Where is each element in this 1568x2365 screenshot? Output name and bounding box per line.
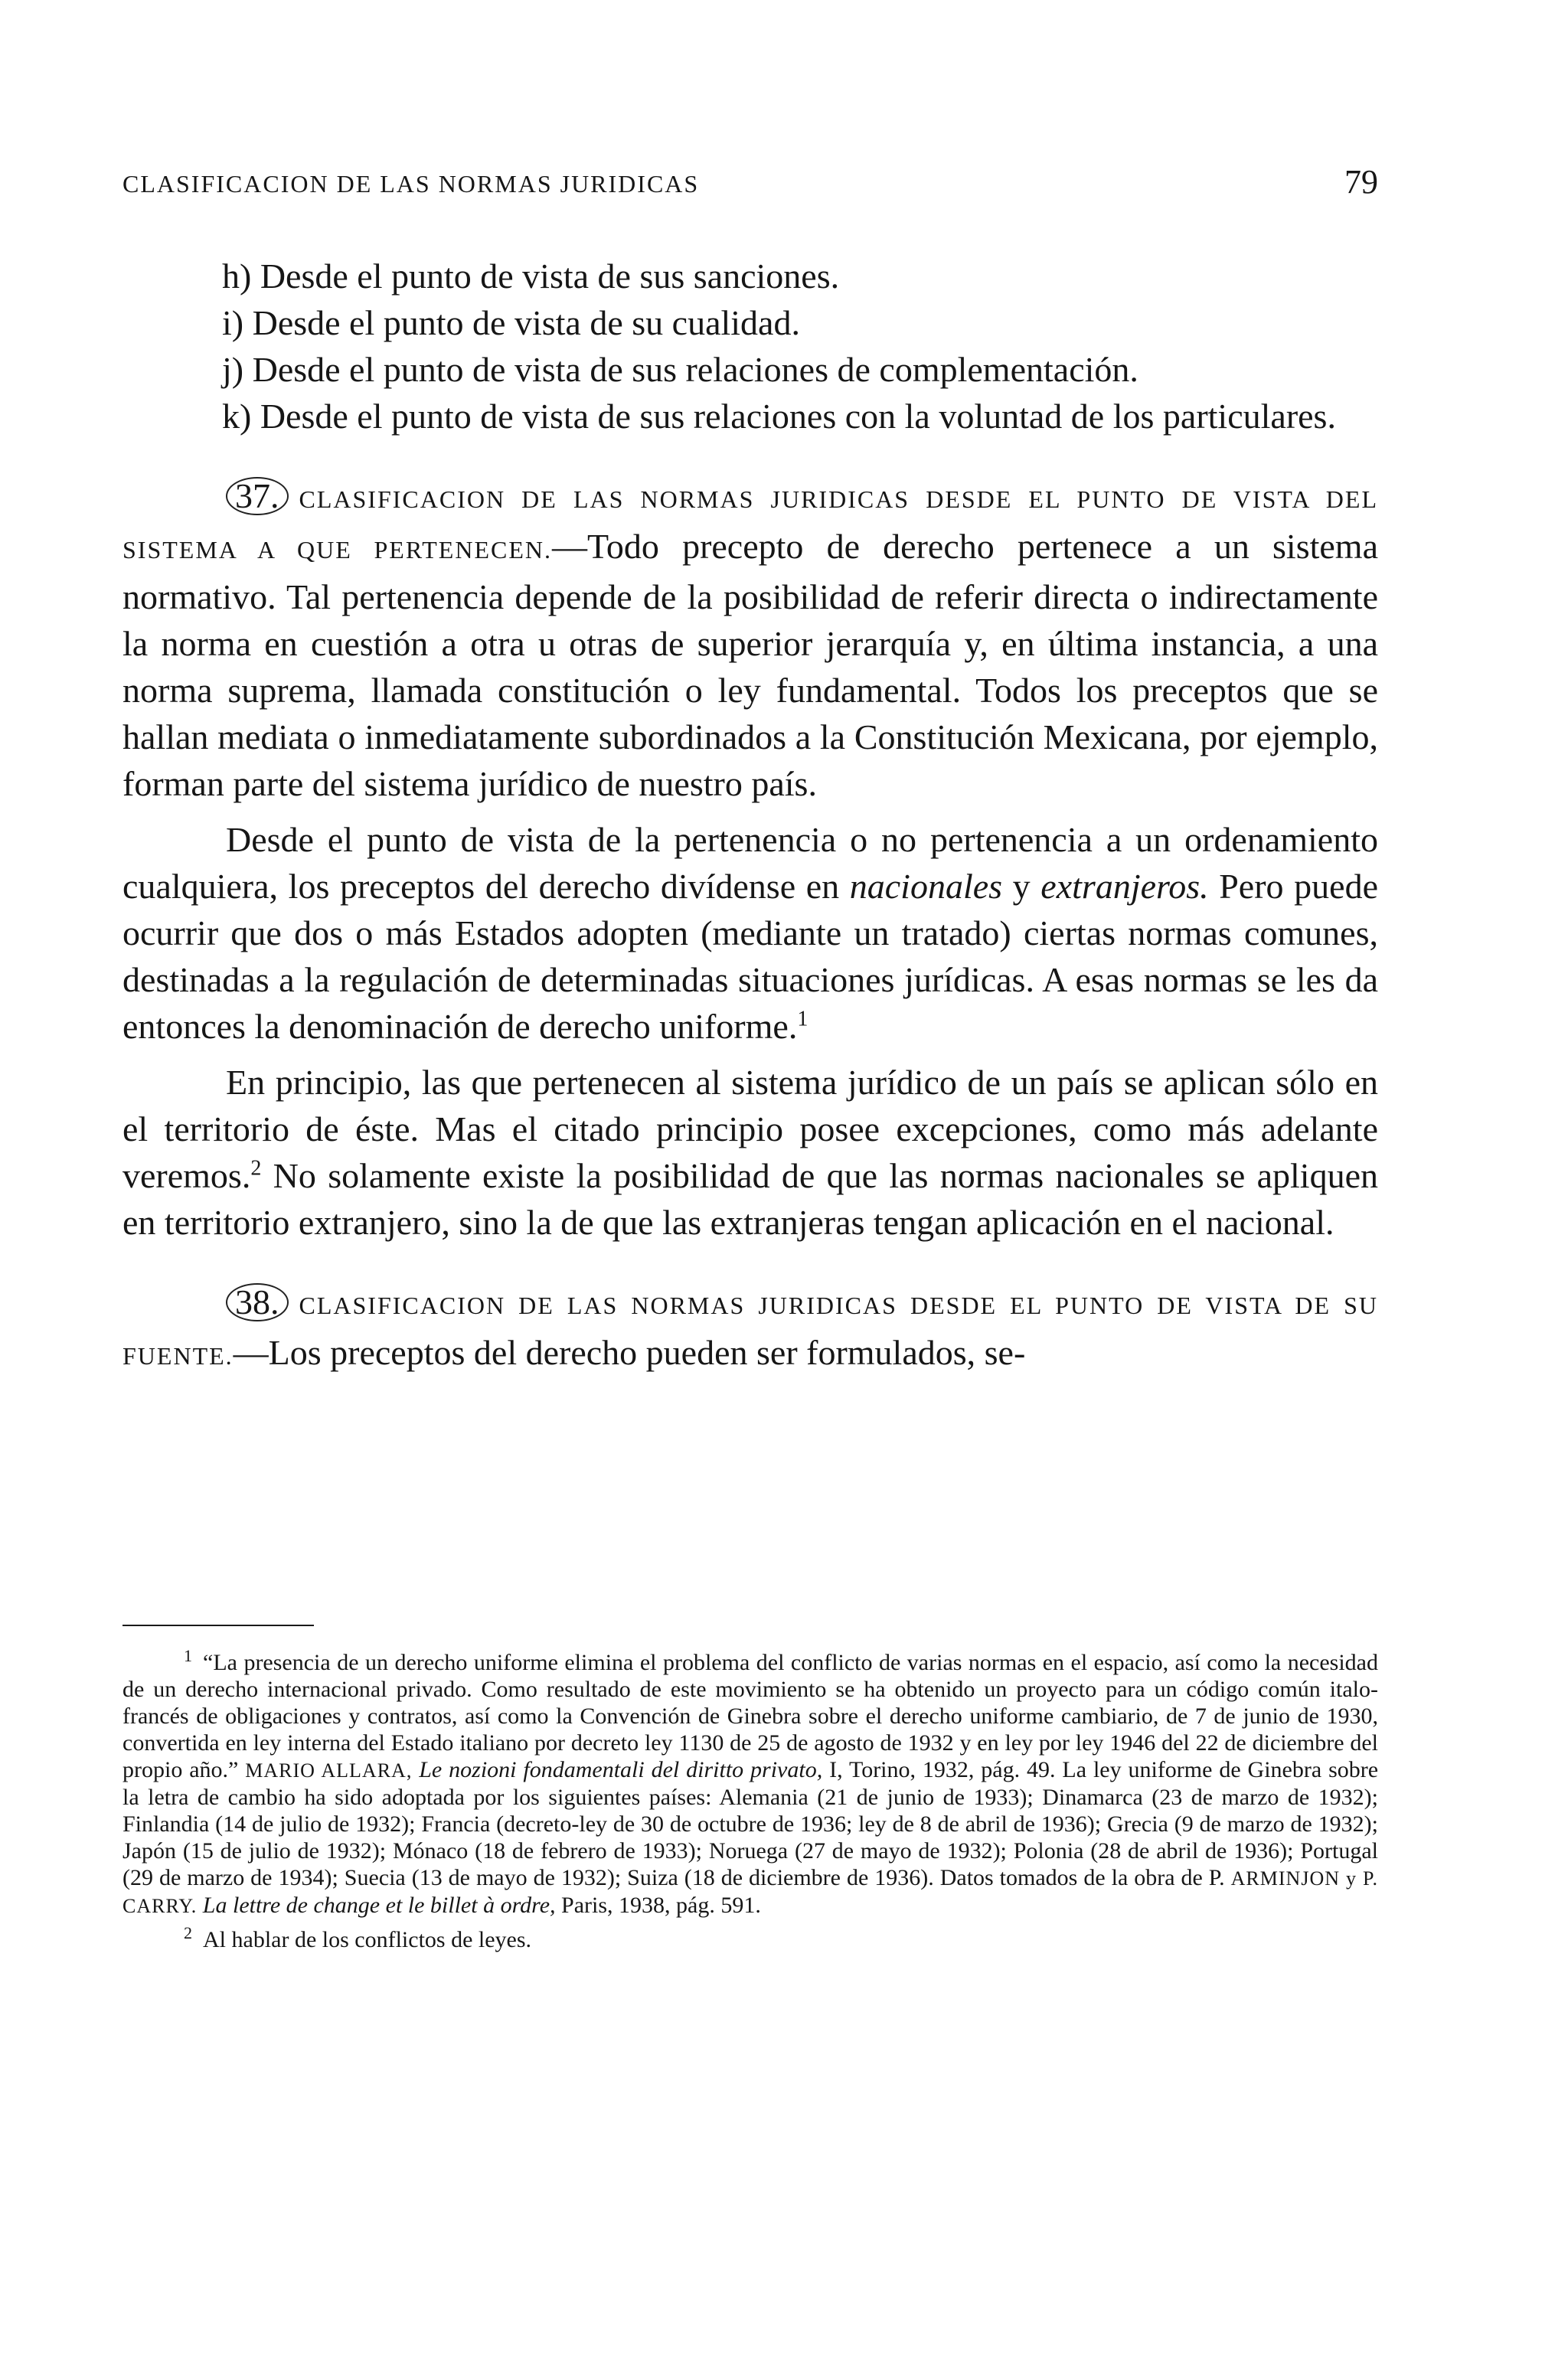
footnote-2: $^2$ Al hablar de los conflictos de leyes. xyxy=(184,1923,532,1952)
paragraph-nacionales: Desde el punto de vista de la pertenencia o no pertenencia a un ordenamiento cualquiera, los preceptos del derecho divídense en nacionales y extranjeros. Pero puede ocurrir que dos o más Estados adopten (mediante un tratado) ciertas normas comunes, destinadas a la regulación de determinadas situaciones jurídicas. A esas normas se les da entonces la denominación de derecho uniforme.$^1$ xyxy=(122,820,1378,1046)
main-text xyxy=(122,253,1378,1380)
page-number: 79 xyxy=(1344,163,1378,201)
header-title: CLASIFICACION DE LAS NORMAS JURIDICAS xyxy=(122,170,700,198)
list-item-h: h) Desde el punto de vista de sus sanciones. xyxy=(222,256,840,296)
footnote-ref-1: 1 xyxy=(797,1007,808,1031)
section-37-heading: CLASIFICACION DE LAS NORMAS JURIDICAS DESDE EL PUNTO DE VISTA DEL SISTEMA A QUE PERTENECEN. xyxy=(122,485,1378,563)
section-37-text: —Todo precepto de derecho pertenece a un sistema normativo. Tal pertenencia depende de la posibilidad de referir directa o indirectamente la norma en cuestión a otra u otras de superior jerarquía y, en última instancia, a una norma suprema, llamada constitución o ley fundamental. Todos los preceptos que se hallan mediata o inmediatamente subordinados a la Constitución Mexicana, por ejemplo, forman parte del sistema jurídico de nuestro país. xyxy=(122,527,1378,803)
paragraph-principio: En principio, las que pertenecen al sistema jurídico de un país se aplican sólo en el territorio de éste. Mas el citado principio posee excepciones, como más adelante veremos.$^2$ No solamente existe la posibilidad de que las normas nacionales se apliquen en territorio extranjero, sino la de que las extranjeras tengan aplicación en el nacional. xyxy=(122,1063,1378,1242)
section-38-number: 38. xyxy=(226,1283,289,1321)
list-item-j: j) Desde el punto de vista de sus relaciones de complementación. xyxy=(222,350,1138,389)
section-37 xyxy=(122,472,1378,807)
running-header xyxy=(122,162,1378,208)
section-38 xyxy=(122,1279,1378,1380)
term-extranjeros: extranjeros. xyxy=(1040,867,1209,906)
section-38-heading: CLASIFICACION DE LAS NORMAS JURIDICAS DESDE EL PUNTO DE VISTA DE SU FUENTE. xyxy=(122,1292,1378,1370)
footnote-1: $^1$ “La presencia de un derecho uniforme elimina el problema del conflicto de varias normas en el espacio, así como la necesidad de un derecho internacional privado. Como resultado de este movimiento se ha obtenido un proyecto para un código común italo-francés de obligaciones y contratos, así como la Convención de Ginebra sobre el derecho uniforme cambiario, de 7 de junio de 1930, convertida en ley interna del Estado italiano por decreto ley 1130 de 25 de agosto de 1932 y en ley por ley 1946 del 22 de diciembre del propio año.” MARIO ALLARA, Le nozioni fondamentali del diritto privato, I, Torino, 1932, pág. 49. La ley uniforme de Ginebra sobre la letra de cambio ha sido adoptada por los siguientes países: Alemania (21 de junio de 1933); Dinamarca (23 de marzo de 1932); Finlandia (14 de julio de 1932); Francia (decreto-ley de 30 de octubre de 1936; ley de 8 de abril de 1936); Grecia (9 de marzo de 1932); Japón (15 de julio de 1932); Mónaco (18 de febrero de 1933); Noruega (27 de mayo de 1932); Polonia (28 de abril de 1936); Portugal (29 de marzo de 1934); Suecia (13 de mayo de 1932); Suiza (18 de diciembre de 1936). Datos tomados de la obra de P. ARMINJON y P. CARRY. La lettre de change et le billet à ordre, Paris, 1938, pág. 591. xyxy=(122,1646,1379,1918)
footnote-divider xyxy=(122,1625,314,1626)
section-38-text: —Los preceptos del derecho pueden ser formulados, se- xyxy=(233,1333,1026,1372)
footnote-ref-2: 2 xyxy=(250,1156,262,1181)
list-item-k: k) Desde el punto de vista de sus relaciones con la voluntad de los particulares. xyxy=(222,397,1336,436)
list-item-i: i) Desde el punto de vista de su cualidad. xyxy=(222,303,800,342)
section-37-number: 37. xyxy=(226,477,289,515)
term-nacionales: nacionales xyxy=(849,867,1003,906)
footnotes xyxy=(122,1642,1378,1953)
